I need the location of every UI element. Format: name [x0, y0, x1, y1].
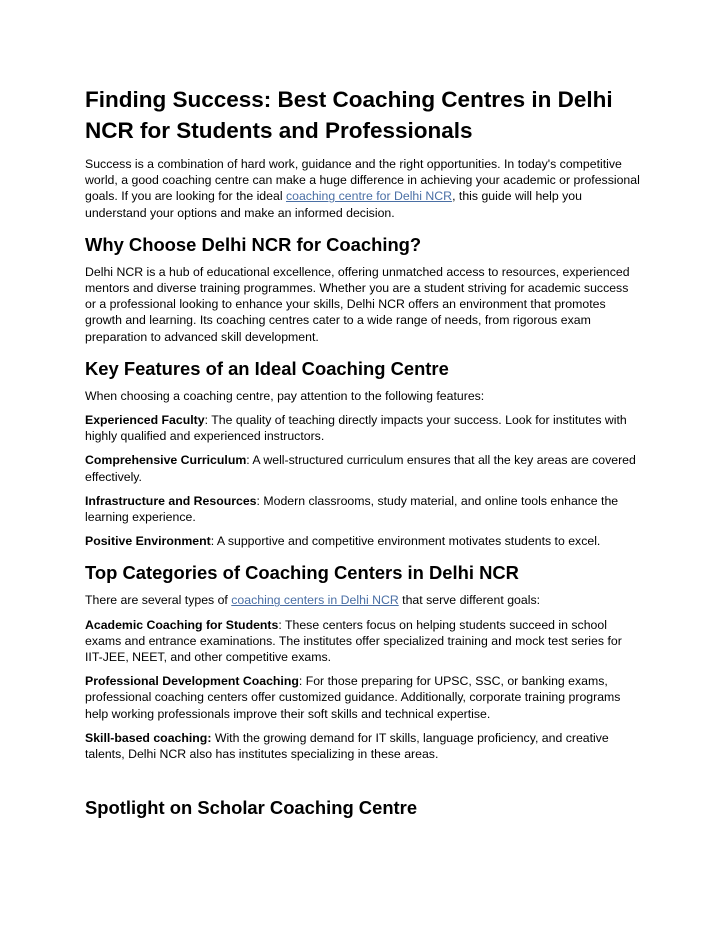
page-title: Finding Success: Best Coaching Centres in Delhi NCR for Students and Professionals — [85, 87, 613, 143]
spotlight-heading: Spotlight on Scholar Coaching Centre — [85, 797, 418, 819]
coaching-centre-link[interactable]: coaching centre for Delhi NCR — [285, 189, 453, 204]
why-heading: Why Choose Delhi NCR for Coaching? — [85, 233, 422, 255]
feature-item — [85, 412, 640, 444]
coaching-centers-link[interactable]: coaching centers in Delhi NCR — [231, 593, 399, 608]
feature-text: : The quality of teaching directly impacts your success. Look for institutes with highly qualified and experienced instructors. — [85, 413, 627, 444]
features-heading: Key Features of an Ideal Coaching Centre — [85, 357, 449, 379]
category-label: Academic Coaching for Students — [85, 617, 279, 632]
why-paragraph: Delhi NCR is a hub of educational excellence, offering unmatched access to resources, experienced mentors and diverse training programmes. Whether you are a student striving for academic success or a professional looking to enhance your skills, Delhi NCR offers an environment that promotes growth and learning. Its coaching centres cater to a wide range of needs, from rigorous exam preparation to advanced skill development. — [85, 264, 630, 344]
feature-label: Positive Environment — [85, 534, 211, 549]
features-intro: When choosing a coaching centre, pay attention to the following features: — [85, 388, 485, 403]
feature-label: Infrastructure and Resources — [85, 493, 257, 508]
categories-intro-after: that serve different goals: — [398, 593, 541, 608]
category-text: : For those preparing for UPSC, SSC, or banking exams, professional coaching centers offer customized guidance. Additionally, corporate training programs help working professionals improve their soft skills and technical expertise. — [85, 674, 621, 721]
intro-text-after: , this guide will help you understand your options and make an informed decision. — [85, 189, 582, 220]
category-label: Skill-based coaching: — [85, 730, 212, 745]
feature-label: Comprehensive Curriculum — [85, 453, 247, 468]
intro-paragraph — [85, 156, 640, 221]
feature-item — [85, 493, 640, 525]
feature-label: Experienced Faculty — [85, 413, 205, 428]
category-label: Professional Development Coaching — [85, 674, 299, 689]
categories-heading: Top Categories of Coaching Centers in Delhi NCR — [85, 562, 519, 584]
category-item — [85, 730, 640, 762]
feature-text: : A supportive and competitive environment motivates students to excel. — [210, 534, 601, 549]
feature-item — [85, 452, 640, 484]
document-page — [85, 84, 640, 827]
feature-text: : Modern classrooms, study material, and online tools enhance the learning experience. — [85, 493, 619, 525]
category-text: : These centers focus on helping students succeed in school exams and entrance examinations. The institutes offer specialized training and mock test series for IIT-JEE, NEET, and other competitive exams. — [85, 617, 622, 665]
categories-intro-before: There are several types of — [85, 593, 232, 608]
feature-item — [85, 533, 640, 549]
intro-text-before: Success is a combination of hard work, guidance and the right opportunities. In today's competitive world, a good coaching centre can make a huge difference in achieving your academic or professional goals. If you are looking for the ideal — [85, 157, 640, 204]
category-item — [85, 617, 640, 666]
feature-text: : A well-structured curriculum ensures that all the key areas are covered effectively. — [85, 453, 636, 484]
category-text: With the growing demand for IT skills, language proficiency, and creative talents, Delhi NCR also has institutes specializing in these areas. — [85, 730, 609, 762]
categories-intro — [85, 592, 640, 608]
category-item — [85, 673, 640, 722]
